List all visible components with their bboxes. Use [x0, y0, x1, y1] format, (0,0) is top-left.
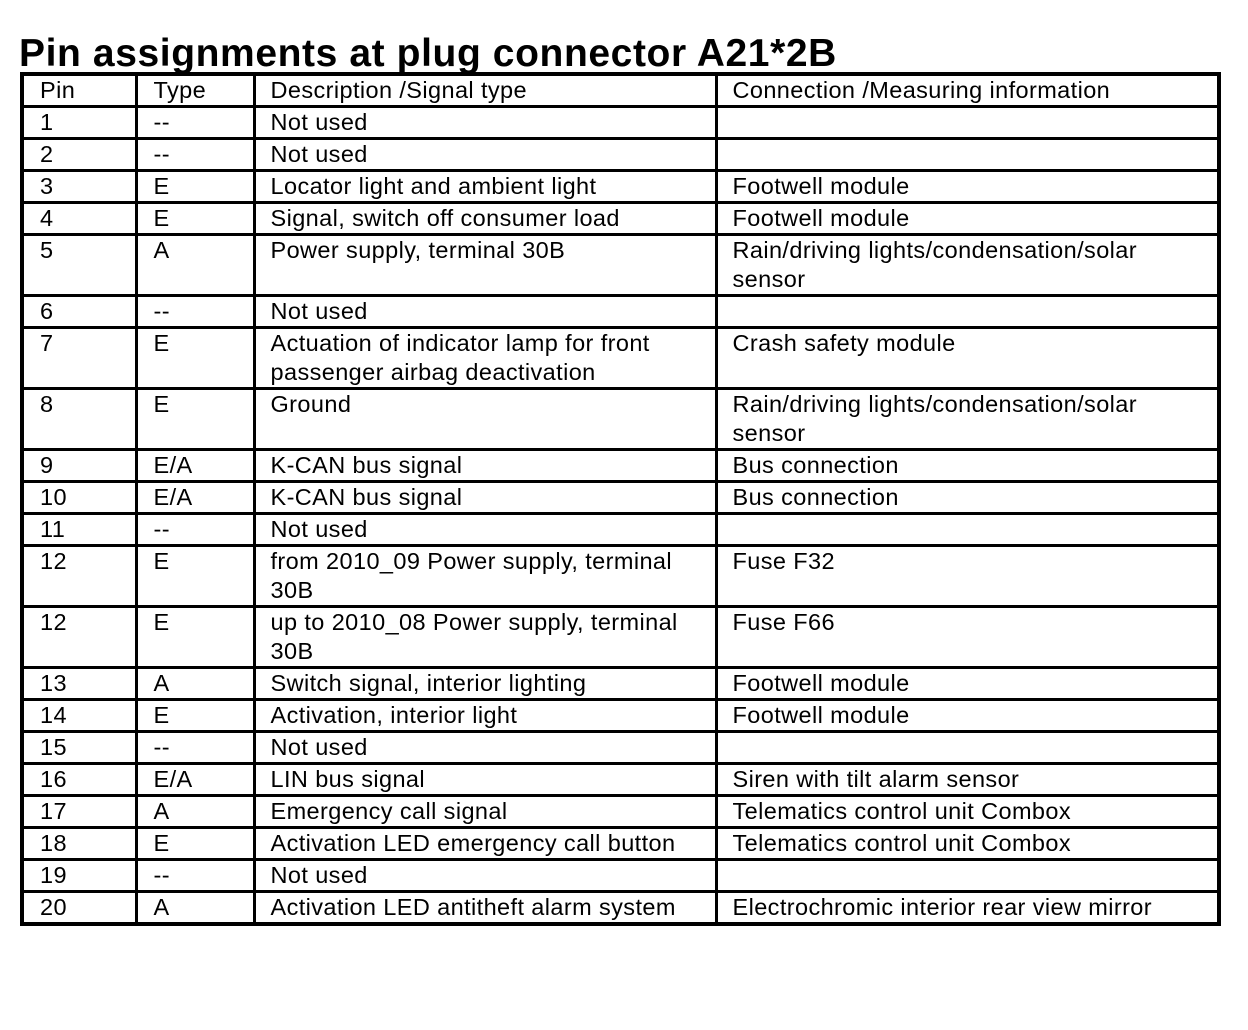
table-row — [22, 482, 1219, 514]
table-row — [22, 607, 1219, 668]
cell-type: E — [136, 700, 254, 732]
header-connection: Connection /Measuring information — [716, 74, 1219, 107]
cell-description: Activation LED antitheft alarm system — [254, 892, 716, 925]
cell-type: -- — [136, 514, 254, 546]
cell-description: Power supply, terminal 30B — [254, 235, 716, 296]
table-row — [22, 328, 1219, 389]
cell-connection: Fuse F32 — [716, 546, 1219, 607]
cell-pin: 16 — [22, 764, 136, 796]
cell-type: -- — [136, 107, 254, 139]
cell-pin: 12 — [22, 607, 136, 668]
cell-type: A — [136, 668, 254, 700]
cell-pin: 17 — [22, 796, 136, 828]
cell-connection: Siren with tilt alarm sensor — [716, 764, 1219, 796]
cell-description: Activation LED emergency call button — [254, 828, 716, 860]
cell-description: Signal, switch off consumer load — [254, 203, 716, 235]
cell-type: A — [136, 235, 254, 296]
cell-connection — [716, 296, 1219, 328]
cell-connection — [716, 107, 1219, 139]
cell-description: K-CAN bus signal — [254, 482, 716, 514]
cell-description: Locator light and ambient light — [254, 171, 716, 203]
table-row — [22, 139, 1219, 171]
cell-type: A — [136, 892, 254, 925]
cell-type: E/A — [136, 482, 254, 514]
cell-connection: Fuse F66 — [716, 607, 1219, 668]
cell-connection: Rain/driving lights/condensation/solar sensor — [716, 389, 1219, 450]
cell-type: -- — [136, 860, 254, 892]
cell-description: K-CAN bus signal — [254, 450, 716, 482]
cell-type: -- — [136, 139, 254, 171]
cell-description: Not used — [254, 139, 716, 171]
cell-pin: 11 — [22, 514, 136, 546]
cell-type: E/A — [136, 764, 254, 796]
table-row — [22, 860, 1219, 892]
cell-description: Ground — [254, 389, 716, 450]
table-header-row — [22, 74, 1219, 107]
cell-connection: Footwell module — [716, 700, 1219, 732]
header-type: Type — [136, 74, 254, 107]
table-row — [22, 700, 1219, 732]
cell-type: E — [136, 203, 254, 235]
cell-pin: 8 — [22, 389, 136, 450]
table-row — [22, 732, 1219, 764]
table-row — [22, 171, 1219, 203]
cell-type: A — [136, 796, 254, 828]
cell-pin: 19 — [22, 860, 136, 892]
cell-type: E — [136, 389, 254, 450]
cell-pin: 4 — [22, 203, 136, 235]
cell-type: E — [136, 828, 254, 860]
cell-connection: Footwell module — [716, 668, 1219, 700]
cell-pin: 1 — [22, 107, 136, 139]
table-row — [22, 892, 1219, 925]
cell-description: Not used — [254, 514, 716, 546]
table-row — [22, 668, 1219, 700]
table-row — [22, 828, 1219, 860]
cell-type: -- — [136, 732, 254, 764]
cell-connection: Footwell module — [716, 203, 1219, 235]
cell-description: Not used — [254, 107, 716, 139]
cell-pin: 10 — [22, 482, 136, 514]
header-description: Description /Signal type — [254, 74, 716, 107]
cell-connection: Footwell module — [716, 171, 1219, 203]
cell-pin: 15 — [22, 732, 136, 764]
cell-pin: 18 — [22, 828, 136, 860]
cell-connection — [716, 732, 1219, 764]
table-row — [22, 235, 1219, 296]
cell-description: Not used — [254, 860, 716, 892]
cell-description: LIN bus signal — [254, 764, 716, 796]
cell-pin: 12 — [22, 546, 136, 607]
table-body — [22, 107, 1219, 925]
cell-description: Activation, interior light — [254, 700, 716, 732]
cell-type: E — [136, 328, 254, 389]
cell-pin: 14 — [22, 700, 136, 732]
cell-pin: 3 — [22, 171, 136, 203]
cell-connection: Telematics control unit Combox — [716, 796, 1219, 828]
table-row — [22, 764, 1219, 796]
cell-connection — [716, 514, 1219, 546]
cell-type: E — [136, 607, 254, 668]
cell-description: Actuation of indicator lamp for front passenger airbag deactivation — [254, 328, 716, 389]
cell-description: Switch signal, interior lighting — [254, 668, 716, 700]
cell-pin: 2 — [22, 139, 136, 171]
table-row — [22, 514, 1219, 546]
cell-connection: Bus connection — [716, 450, 1219, 482]
cell-description: Not used — [254, 296, 716, 328]
cell-connection: Crash safety module — [716, 328, 1219, 389]
cell-description: from 2010_09 Power supply, terminal 30B — [254, 546, 716, 607]
cell-pin: 13 — [22, 668, 136, 700]
table-row — [22, 450, 1219, 482]
cell-type: E — [136, 171, 254, 203]
cell-pin: 6 — [22, 296, 136, 328]
cell-connection: Bus connection — [716, 482, 1219, 514]
header-pin: Pin — [22, 74, 136, 107]
cell-connection — [716, 860, 1219, 892]
cell-pin: 9 — [22, 450, 136, 482]
cell-pin: 5 — [22, 235, 136, 296]
cell-connection: Telematics control unit Combox — [716, 828, 1219, 860]
table-row — [22, 296, 1219, 328]
cell-connection: Electrochromic interior rear view mirror — [716, 892, 1219, 925]
cell-pin: 20 — [22, 892, 136, 925]
cell-connection — [716, 139, 1219, 171]
table-row — [22, 389, 1219, 450]
table-row — [22, 546, 1219, 607]
table-row — [22, 107, 1219, 139]
pin-assignment-table — [20, 72, 1221, 926]
cell-description: Emergency call signal — [254, 796, 716, 828]
cell-connection: Rain/driving lights/condensation/solar sensor — [716, 235, 1219, 296]
cell-type: -- — [136, 296, 254, 328]
page-title: Pin assignments at plug connector A21*2B — [19, 32, 837, 76]
cell-pin: 7 — [22, 328, 136, 389]
table-row — [22, 203, 1219, 235]
cell-description: up to 2010_08 Power supply, terminal 30B — [254, 607, 716, 668]
cell-description: Not used — [254, 732, 716, 764]
cell-type: E/A — [136, 450, 254, 482]
cell-type: E — [136, 546, 254, 607]
table-row — [22, 796, 1219, 828]
